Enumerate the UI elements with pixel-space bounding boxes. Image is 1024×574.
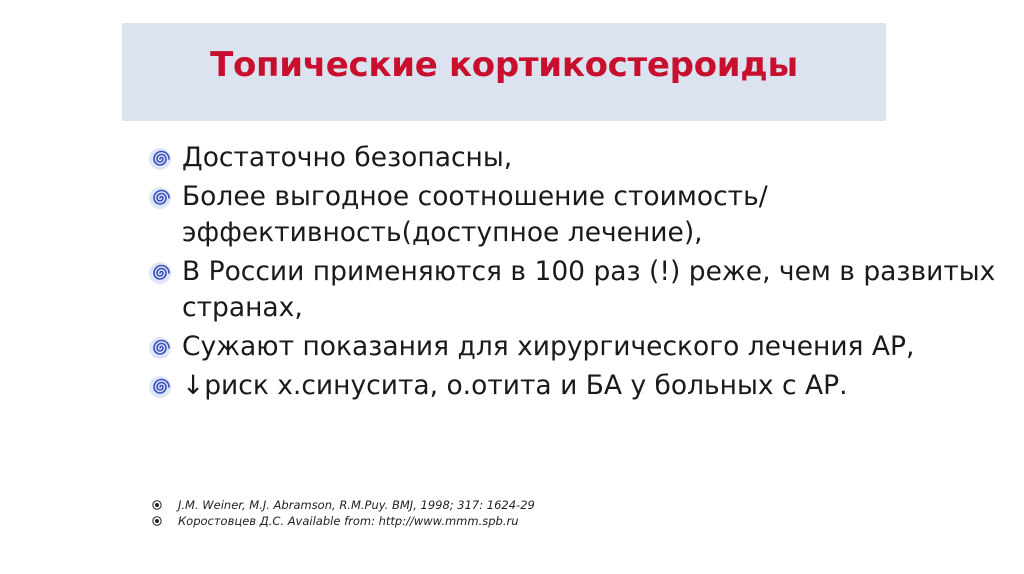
- bullet-text: Сужают показания для хирургического лечения АР,: [182, 331, 915, 362]
- bullet-text: Достаточно безопасны,: [182, 142, 513, 173]
- title-band: [122, 23, 886, 121]
- bullet-item: [148, 179, 1008, 251]
- circle-bullet-icon: [152, 516, 162, 526]
- bullet-item: [148, 368, 1008, 404]
- bullet-text: В России применяются в 100 раз (!) реже, чем в развитых странах,: [182, 256, 996, 323]
- bullet-item: [148, 140, 1008, 176]
- swirl-bullet-icon: [148, 336, 172, 360]
- slide-title: Топические кортикостероиды: [210, 45, 798, 85]
- bullet-text: ↓риск х.синусита, о.отита и БА у больных с АР.: [182, 370, 848, 401]
- swirl-bullet-icon: [148, 375, 172, 399]
- reference-text: J.M. Weiner, M.J. Abramson, R.M.Puy. BMJ, 1998; 317: 1624-29: [178, 498, 535, 512]
- swirl-bullet-icon: [148, 261, 172, 285]
- bullet-item: [148, 329, 1008, 365]
- reference-item: [152, 513, 535, 529]
- bullet-list: [148, 140, 1008, 407]
- reference-item: [152, 497, 535, 513]
- swirl-bullet-icon: [148, 147, 172, 171]
- swirl-bullet-icon: [148, 186, 172, 210]
- circle-bullet-icon: [152, 500, 162, 510]
- reference-text: Коростовцев Д.С. Available from: http://www.mmm.spb.ru: [178, 514, 519, 528]
- bullet-item: [148, 254, 1008, 326]
- reference-list: [152, 497, 535, 529]
- bullet-text: Более выгодное соотношение стоимость/эффективность(доступное лечение),: [182, 181, 768, 248]
